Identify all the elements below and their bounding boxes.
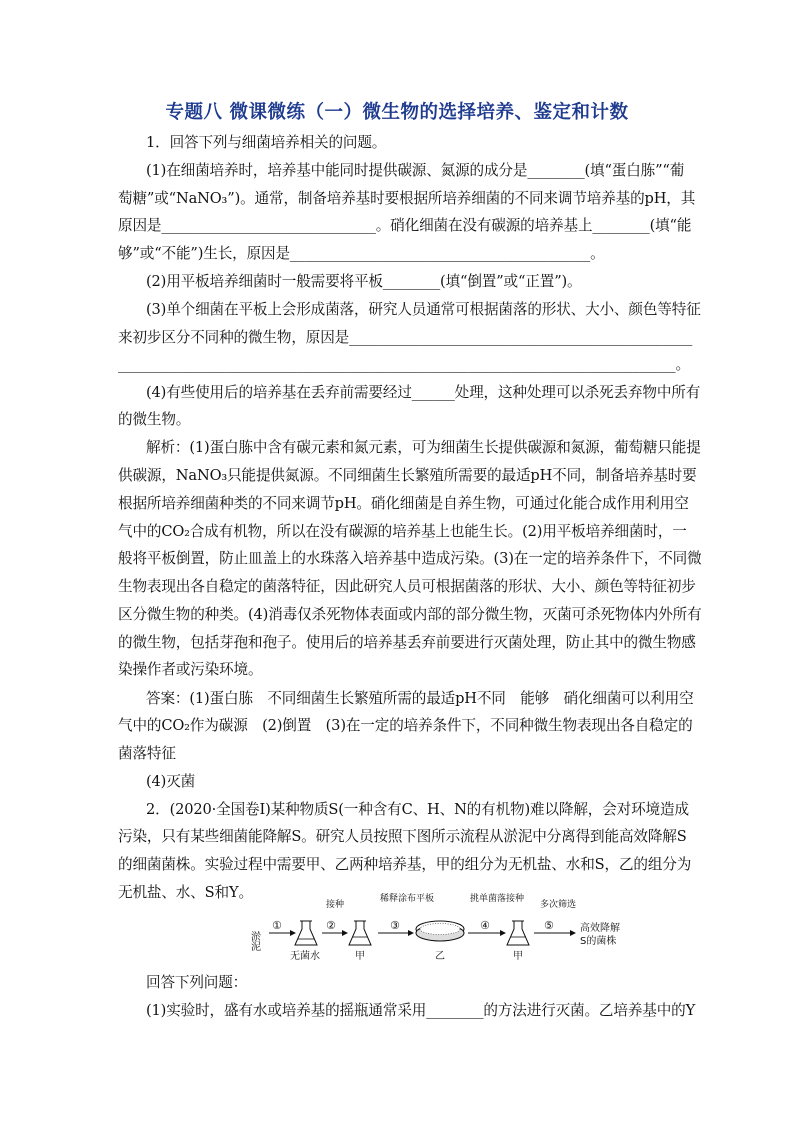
question-1-part4-line2: 的微生物。	[118, 411, 191, 428]
question-1-part3-line2: 来初步区分不同种的微生物，原因是________________________________________________	[118, 329, 693, 346]
question-1-part1-line1: (1)在细菌培养时，培养基中能同时提供碳源、氮源的成分是________(填“蛋白胨”“葡	[146, 162, 685, 179]
question-1-part4-line1: (4)有些使用后的培养基在丢弃前需要经过______处理，这种处理可以杀死丢弃物中所有	[146, 384, 701, 401]
answer-line: 气中的CO₂作为碳源 (2)倒置 (3)在一定的培养条件下，不同种微生物表现出各自稳定的	[118, 717, 693, 734]
step-number: ①	[272, 919, 282, 932]
arrowhead	[408, 930, 414, 936]
question-2-stem-line: 污染，只有某些细菌能降解S。研究人员按照下图所示流程从淤泥中分离得到能高效降解S	[118, 828, 687, 845]
step-number: ④	[480, 919, 490, 932]
step-label: 挑单菌落接种	[470, 894, 525, 904]
vessel-label: 乙	[435, 951, 445, 962]
step-label: 接种	[326, 900, 345, 910]
arrowhead	[570, 930, 576, 936]
question-1-stem: 1．回答下列与细菌培养相关的问题。	[146, 134, 387, 151]
petri-dish-icon	[416, 921, 464, 941]
question-1-part3-line3: ______________________________________________________________________________。	[118, 356, 690, 373]
result-label: 高效降解 S的菌株	[580, 923, 620, 947]
analysis-line: 生物表现出各自稳定的菌落特征，因此研究人员可根据菌落的形状、大小、颜色等特征初步	[118, 578, 696, 595]
question-1-part1-line4: 够”或“不能”)生长，原因是__________________________________________。	[118, 245, 605, 262]
question-2-stem-line: 无机盐、水、S和Y。	[118, 884, 253, 901]
analysis-line: 气中的CO₂合成有机物，所以在没有碳源的培养基上也能生长。(2)用平板培养细菌时，一	[118, 523, 687, 540]
arrowhead	[500, 930, 506, 936]
question-1-part1-line2: 萄糖”或“NaNO₃”)。通常，制备培养基时要根据所培养细菌的不同来调节培养基的pH，其	[118, 190, 696, 207]
step-number: ②	[326, 919, 336, 932]
flask-icon	[507, 921, 529, 945]
analysis-line: 染操作者或污染环境。	[118, 661, 263, 678]
step-label: 多次筛选	[540, 900, 577, 910]
flask-icon	[295, 921, 317, 945]
arrowhead	[290, 930, 296, 936]
question-2-stem-line: 2．(2020·全国卷Ⅰ)某种物质S(一种含有C、H、N的有机物)难以降解，会对环境造成	[146, 801, 689, 818]
arrowhead	[342, 930, 348, 936]
analysis-line: 的微生物，包括芽孢和孢子。使用后的培养基丢弃前要进行灭菌处理，防止其中的微生物感	[118, 634, 696, 651]
analysis-line: 区分微生物的种类。(4)消毒仅杀死物体表面或内部的部分微生物，灭菌可杀死物体内外所有	[118, 606, 702, 623]
answer-line: (4)灭菌	[146, 773, 196, 790]
vessel-label: 甲	[355, 951, 365, 962]
analysis-line: 根据所培养细菌种类的不同来调节pH。硝化细菌是自养生物，可通过化能合成作用利用空	[118, 495, 689, 512]
vessel-label: 无菌水	[290, 951, 320, 962]
question-1-part3-line1: (3)单个细菌在平板上会形成菌落，研究人员通常可根据菌落的形状、大小、颜色等特征	[146, 301, 701, 318]
answer-line: 答案：(1)蛋白胨 不同细菌生长繁殖所需的最适pH不同 能够 硝化细菌可以利用空	[146, 690, 694, 707]
analysis-line: 般将平板倒置，防止皿盖上的水珠落入培养基中造成污染。(3)在一定的培养条件下，不同微	[118, 550, 702, 567]
question-1-part1-line3: 原因是______________________________。硝化细菌在没有碳源的培养基上________(填“能	[118, 217, 692, 234]
flask-icon	[349, 921, 371, 945]
question-2-stem-line: 的细菌菌株。实验过程中需要甲、乙两种培养基，甲的组分为无机盐、水和S，乙的组分为	[118, 856, 692, 873]
question-1-part2: (2)用平板培养细菌时一般需要将平板________(填“倒置”或“正置”)。	[146, 273, 582, 290]
source-label: 淤泥	[248, 931, 260, 951]
vessel-label: 甲	[513, 951, 523, 962]
analysis-line: 解析：(1)蛋白胨中含有碳元素和氮元素，可为细菌生长提供碳源和氮源，葡萄糖只能提	[146, 439, 701, 456]
analysis-line: 供碳源，NaNO₃只能提供氮源。不同细菌生长繁殖所需要的最适pH不同，制备培养基时要	[118, 467, 697, 484]
step-number: ⑤	[544, 919, 554, 932]
question-2-part1: (1)实验时，盛有水或培养基的摇瓶通常采用________的方法进行灭菌。乙培养基中的Y	[146, 1002, 696, 1019]
page-title: 专题八 微课微练（一）微生物的选择培养、鉴定和计数	[165, 102, 629, 123]
answer-line: 菌落特征	[118, 745, 176, 762]
experiment-flow-diagram	[248, 893, 692, 965]
question-2-prompt: 回答下列问题：	[146, 974, 248, 991]
step-label: 稀释涂布平板	[380, 894, 435, 904]
step-number: ③	[390, 919, 400, 932]
